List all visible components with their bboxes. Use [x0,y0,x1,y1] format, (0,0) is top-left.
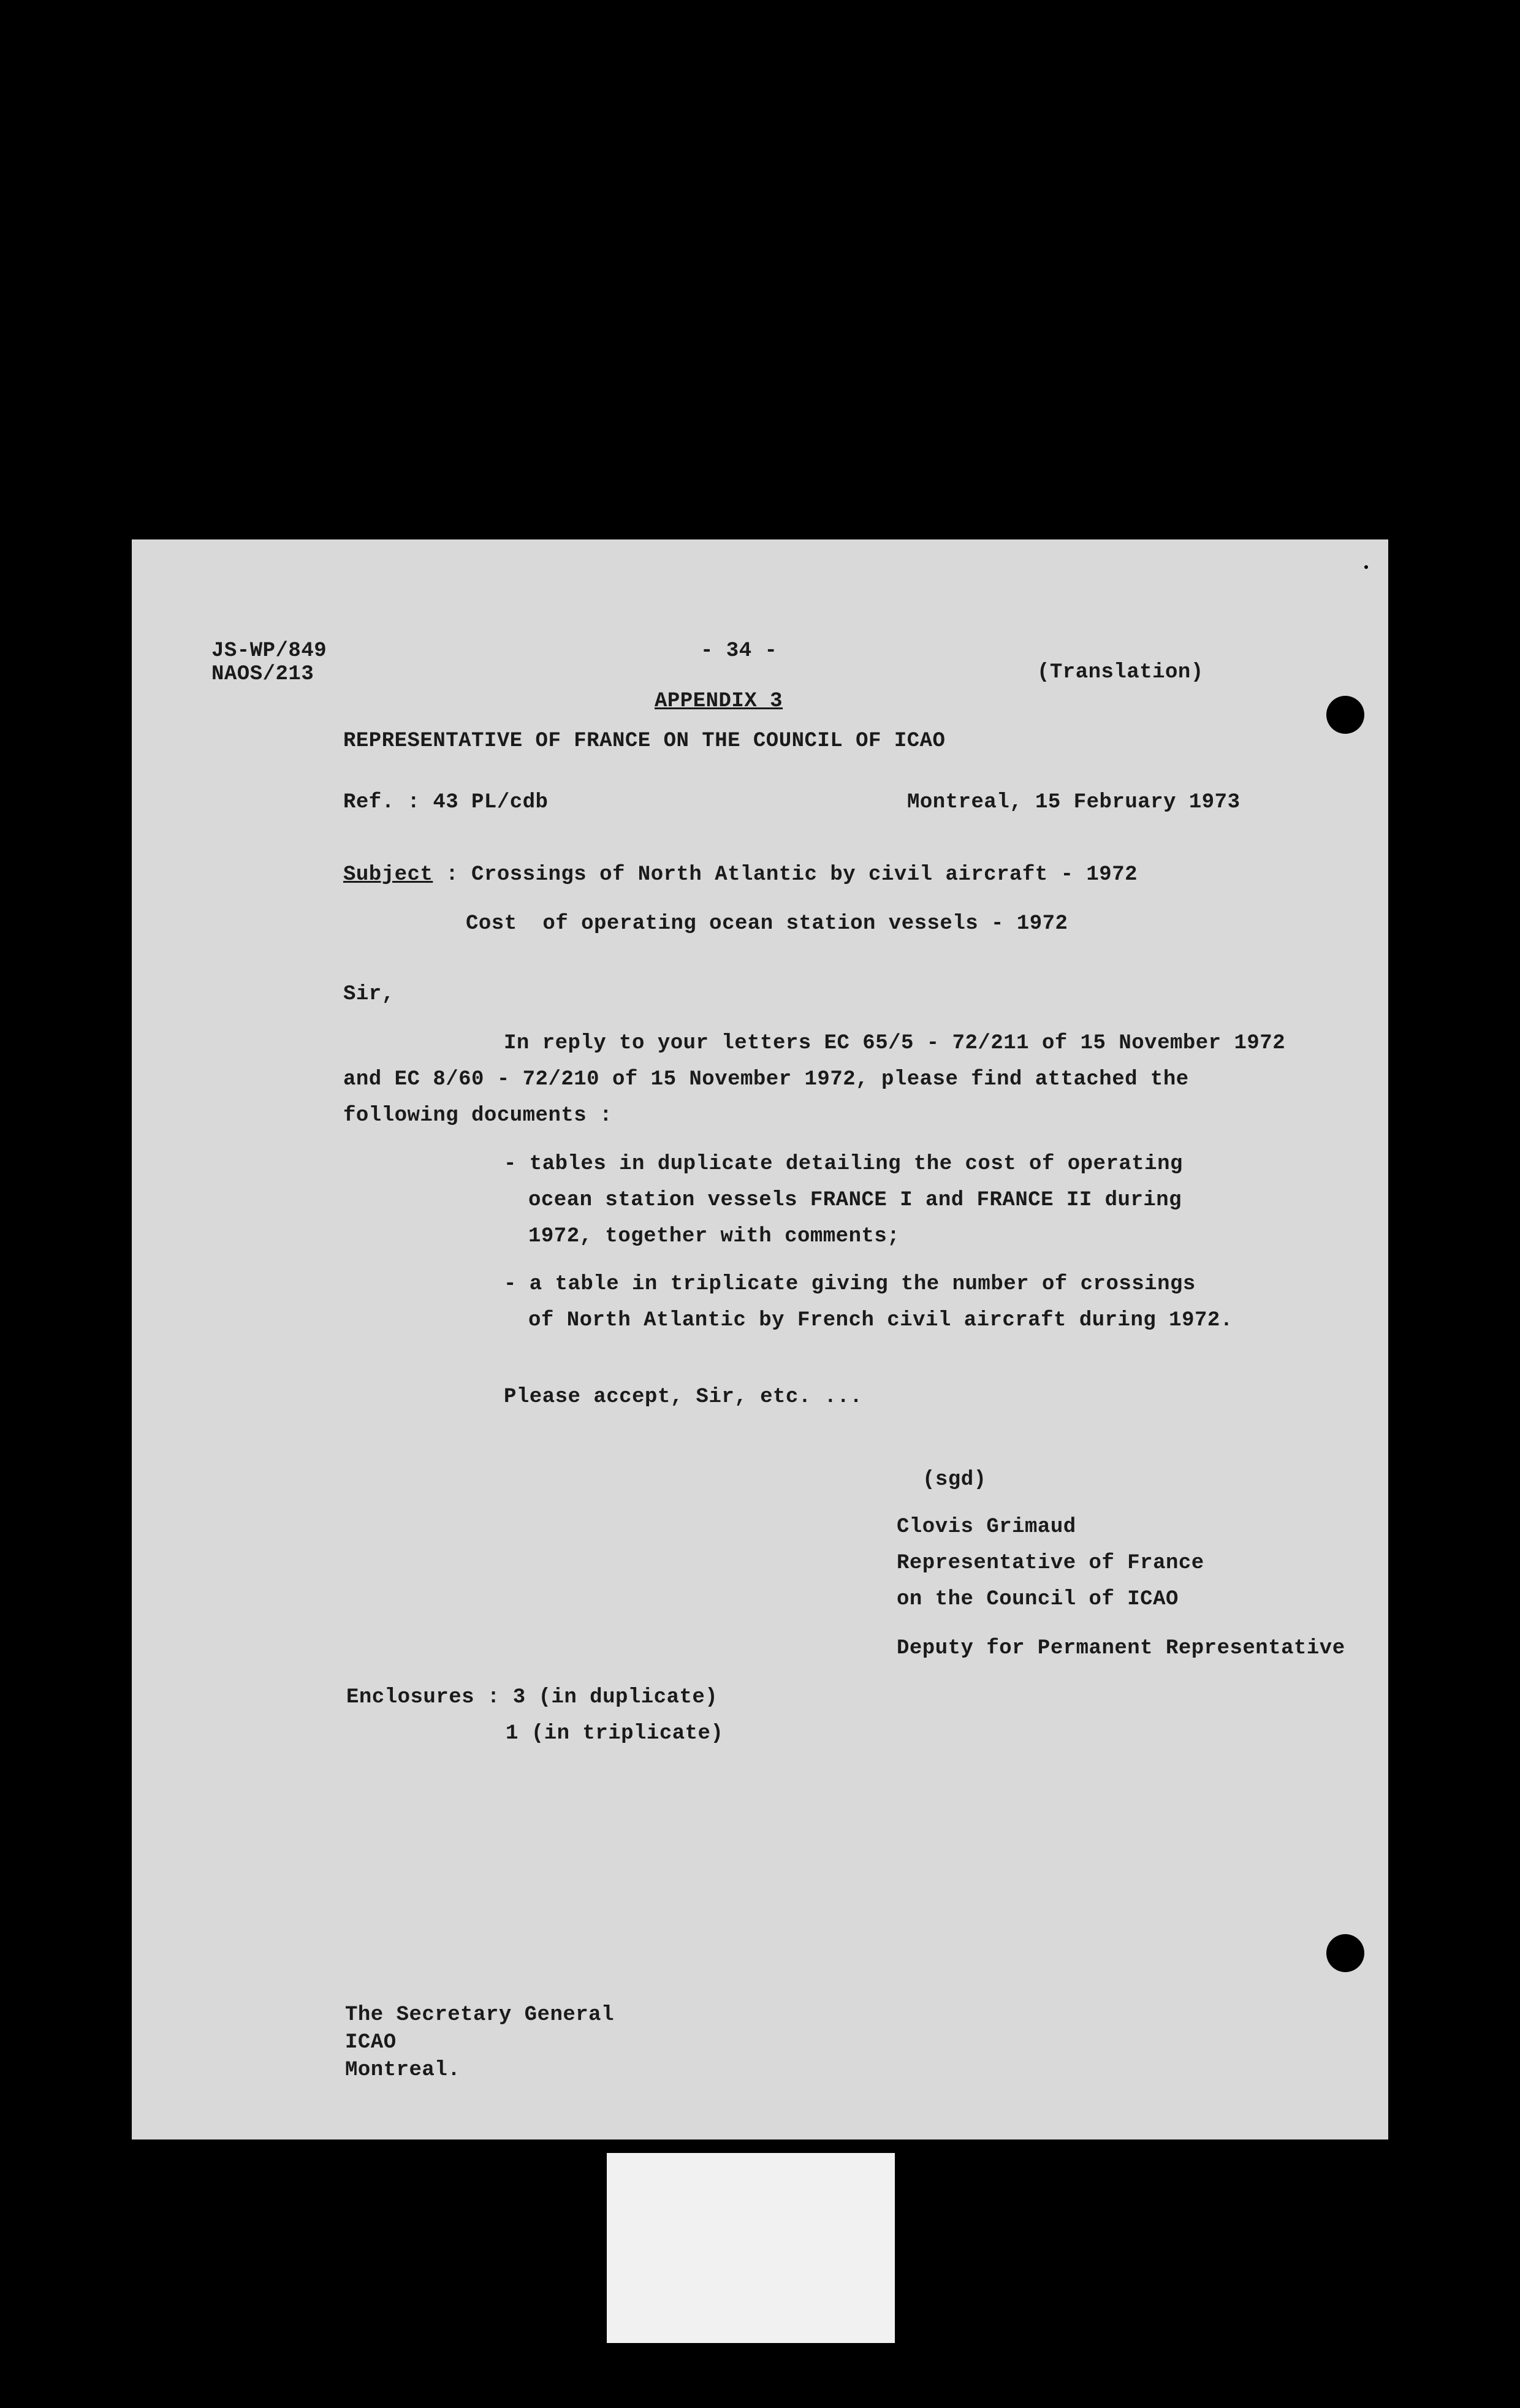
subject-separator: : [433,863,472,886]
page-number: - 34 - [701,639,778,663]
subject-line-1: Crossings of North Atlantic by civil aircraft - 1972 [471,863,1138,886]
addressee-line: The Secretary General [345,2003,614,2027]
enclosure-entry: 3 (in duplicate) [512,1686,718,1709]
signatory-title: Representative of France [897,1552,1204,1575]
document-ref-code: JS-WP/849 [211,639,327,663]
enclosure-item-line: of North Atlantic by French civil aircraft during 1972. [528,1309,1233,1332]
signatory-name: Clovis Grimaud [897,1515,1076,1539]
closing-line: Please accept, Sir, etc. ... [504,1385,863,1409]
punch-hole [1326,696,1364,734]
reference-number: Ref. : 43 PL/cdb [343,791,549,814]
translation-note: (Translation) [1037,661,1204,684]
place-date: Montreal, 15 February 1973 [907,791,1241,814]
signed-mark: (sgd) [922,1468,987,1492]
subject-row [343,864,1138,885]
enclosure-item-line: - a table in triplicate giving the number of crossings [504,1273,1196,1296]
enclosure-item-line: ocean station vessels FRANCE I and FRANCE II during [528,1189,1182,1212]
enclosure-item-line: 1972, together with comments; [528,1225,900,1248]
document-ref-code-2: NAOS/213 [211,663,314,686]
paragraph-line: following documents : [343,1104,612,1127]
addressee-line: ICAO [345,2031,397,2054]
subject-line-2: Cost of operating ocean station vessels - 1972 [466,912,1068,935]
salutation: Sir, [343,983,395,1006]
paragraph-line: In reply to your letters EC 65/5 - 72/211 of 15 November 1972 [504,1032,1286,1055]
addressee-line: Montreal. [345,2059,461,2082]
signatory-deputy: Deputy for Permanent Representative [897,1637,1345,1660]
card-insert [607,2153,895,2343]
appendix-title: APPENDIX 3 [655,690,783,713]
signatory-title: on the Council of ICAO [897,1588,1179,1611]
enclosure-entry: 1 (in triplicate) [506,1722,724,1745]
enclosure-item-line: - tables in duplicate detailing the cost of operating [504,1153,1183,1176]
speck [1364,565,1368,569]
paragraph-line: and EC 8/60 - 72/210 of 15 November 1972, please find attached the [343,1068,1189,1091]
document-page [132,539,1388,2139]
enclosures-label: Enclosures : [346,1686,513,1709]
sender-title: REPRESENTATIVE OF FRANCE ON THE COUNCIL OF ICAO [343,730,946,753]
enclosures-row [346,1687,718,1708]
punch-hole [1326,1934,1364,1972]
subject-label: Subject [343,863,433,886]
